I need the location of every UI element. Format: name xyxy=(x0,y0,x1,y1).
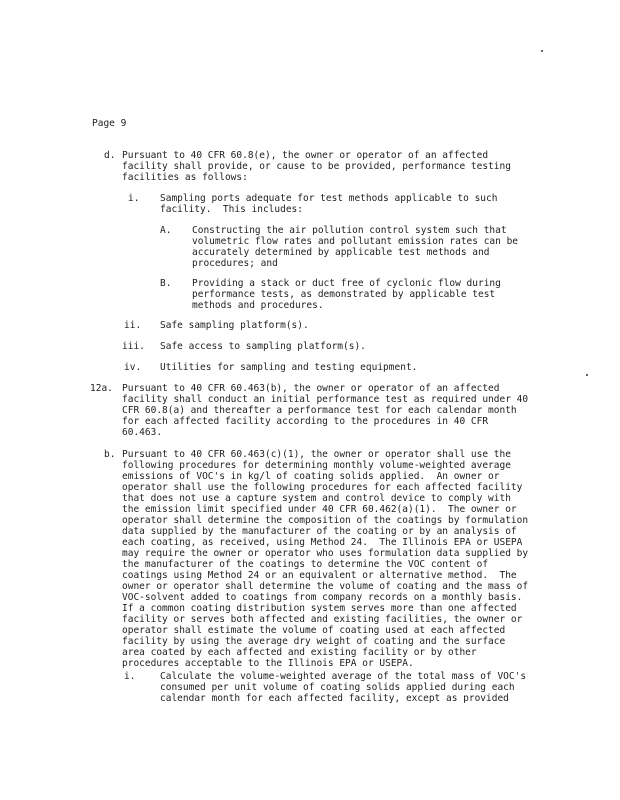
item-d-line: facilities as follows: xyxy=(122,172,248,183)
item-b-line: operator shall determine the composition of the coatings by formulation xyxy=(122,515,529,526)
item-b-line: Pursuant to 40 CFR 60.463(c)(1), the owner or operator shall use the xyxy=(122,449,511,460)
item-b-line: operator shall estimate the volume of coating used at each affected xyxy=(122,625,506,636)
item-d-iii-marker: iii. xyxy=(122,341,145,352)
item-d-i-a-marker: A. xyxy=(160,225,172,236)
item-d-i-b-marker: B. xyxy=(160,278,172,289)
item-d-i-a-line: volumetric flow rates and pollutant emission rates can be xyxy=(192,236,519,247)
item-b-line: VOC-solvent added to coatings from company records on a monthly basis. xyxy=(122,592,523,603)
item-b-line: owner or operator shall determine the volume of coating and the mass of xyxy=(122,581,529,592)
item-d-i-line: Sampling ports adequate for test methods applicable to such xyxy=(160,193,498,204)
item-b-line: the manufacturer of the coatings to determine the VOC content of xyxy=(122,559,489,570)
item-d-i-b-line: methods and procedures. xyxy=(192,300,324,311)
item-d-iv-text: Utilities for sampling and testing equipment. xyxy=(160,362,418,373)
item-b-line: may require the owner or operator who uses formulation data supplied by xyxy=(122,548,529,559)
item-d-i-b-line: Providing a stack or duct free of cyclonic flow during xyxy=(192,278,501,289)
item-d-i-b-line: performance tests, as demonstrated by applicable test xyxy=(192,289,496,300)
item-b-i-line: Calculate the volume-weighted average of the total mass of VOC's xyxy=(160,671,527,682)
item-b-line: facility or serves both affected and existing facilities, the owner or xyxy=(122,614,523,625)
item-d-ii-marker: ii. xyxy=(124,320,142,331)
item-b-i-line: calendar month for each affected facility, except as provided xyxy=(160,693,509,704)
item-b-i-marker: i. xyxy=(124,671,136,682)
scan-speck xyxy=(586,374,588,376)
item-12a-line: Pursuant to 40 CFR 60.463(b), the owner or operator of an affected xyxy=(122,383,500,394)
item-d-i-a-line: procedures; and xyxy=(192,258,278,269)
item-b-line: operator shall use the following procedures for each affected facility xyxy=(122,482,523,493)
item-d-i-a-line: Constructing the air pollution control system such that xyxy=(192,225,507,236)
item-d-i-marker: i. xyxy=(128,193,140,204)
item-12a-line: 60.463. xyxy=(122,427,163,438)
item-b-line: coatings using Method 24 or an equivalent or alternative method. The xyxy=(122,570,517,581)
item-12a-marker: 12a. xyxy=(90,383,113,394)
item-d-i-line: facility. This includes: xyxy=(160,204,303,215)
item-12a-line: CFR 60.8(a) and thereafter a performance test for each calendar month xyxy=(122,405,517,416)
item-d-iii-text: Safe access to sampling platform(s). xyxy=(160,341,366,352)
item-b-marker: b. xyxy=(104,449,116,460)
item-d-ii-text: Safe sampling platform(s). xyxy=(160,320,309,331)
item-b-line: data supplied by the manufacturer of the coating or by an analysis of xyxy=(122,526,517,537)
item-12a-line: facility shall conduct an initial performance test as required under 40 xyxy=(122,394,529,405)
item-b-line: procedures acceptable to the Illinois EPA or USEPA. xyxy=(122,658,414,669)
item-b-line: If a common coating distribution system serves more than one affected xyxy=(122,603,517,614)
item-d-iv-marker: iv. xyxy=(124,362,142,373)
item-b-line: that does not use a capture system and control device to comply with xyxy=(122,493,511,504)
item-b-line: emissions of VOC's in kg/l of coating solids applied. An owner or xyxy=(122,471,500,482)
item-d-marker: d. xyxy=(104,150,116,161)
item-d-i-a-line: accurately determined by applicable test methods and xyxy=(192,247,490,258)
item-d-line: facility shall provide, or cause to be provided, performance testing xyxy=(122,161,511,172)
item-b-i-line: consumed per unit volume of coating solids applied during each xyxy=(160,682,515,693)
item-b-line: area coated by each affected and existing facility or by other xyxy=(122,647,477,658)
item-b-line: facility by using the average dry weight of coating and the surface xyxy=(122,636,506,647)
item-b-line: the emission limit specified under 40 CFR 60.462(a)(1). The owner or xyxy=(122,504,517,515)
scan-speck xyxy=(541,50,543,52)
item-12a-line: for each affected facility according to the procedures in 40 CFR xyxy=(122,416,489,427)
page-header: Page 9 xyxy=(92,118,127,129)
item-d-line: Pursuant to 40 CFR 60.8(e), the owner or operator of an affected xyxy=(122,150,489,161)
item-b-line: following procedures for determining monthly volume-weighted average xyxy=(122,460,511,471)
item-b-line: each coating, as received, using Method 24. The Illinois EPA or USEPA xyxy=(122,537,523,548)
